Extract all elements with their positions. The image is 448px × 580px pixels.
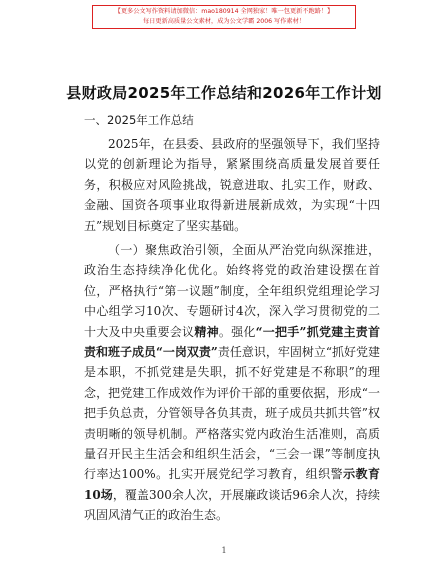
promo-banner-line1: 【更多公文写作资料请加微信：mao180914 全网独家！唯一包更新不跑路！】: [114, 8, 334, 15]
paragraph-political-guidance: [84, 240, 380, 526]
paragraph-bold-text: 示教育10场: [84, 467, 380, 502]
paragraph-text: ，覆盖300余人次，开展廉政谈话96余人次，持续巩固风清气正的政治生态。: [84, 487, 380, 523]
intro-paragraph: 2025年，在县委、县政府的坚强领导下，我们坚持以党的创新理论为指导，紧紧围绕高质量发展首要任务，积极应对风险挑战，锐意进取、扎实工作，财政、金融、国资各项事业取得新进展新成效，为实现“十四五”规划目标奠定了坚实基础。: [84, 137, 380, 233]
paragraph-bold-text: “一把手”抓党建主责首责和班子成员“一岗双责”: [84, 324, 380, 360]
promo-banner-line2: 每日更新高质量公文素材，成为公文学霸 2006 写作素材！: [143, 18, 305, 25]
paragraph-text: 。强化: [218, 324, 256, 339]
paragraph-bold-text: 精神: [194, 324, 219, 339]
paragraph-text: 责任意识，牢固树立“抓好党建是本职，不抓党建是失职，抓不好党建是不称职”的理念，把党建工作成效作为评价干部的重要依据，形成“一把手负总责，分管领导各负其责，班子成员共抓共管”权责明晰的领导机制。严格落实党内政治生活准则，高质量召开民主生活会和组织生活会，“三会一课”等制度执行率达100%。扎实开展党纪学习教育，组织警: [84, 345, 380, 482]
section-heading: 一、2025年工作总结: [84, 113, 194, 127]
promo-banner: [92, 5, 356, 29]
document-title: 县财政局2025年工作总结和2026年工作计划: [66, 84, 382, 102]
page-number: 1: [221, 546, 227, 555]
paragraph-text: （一）聚焦政治引领，全面从严治党向纵深推进，政治生态持续净化优化。始终将党的政治建设摆在首位，严格执行“第一议题”制度，全年组织党组理论学习中心组学习10次、专题研讨4次，深入学习贯彻党的二十大及中央重要会议: [84, 243, 380, 339]
